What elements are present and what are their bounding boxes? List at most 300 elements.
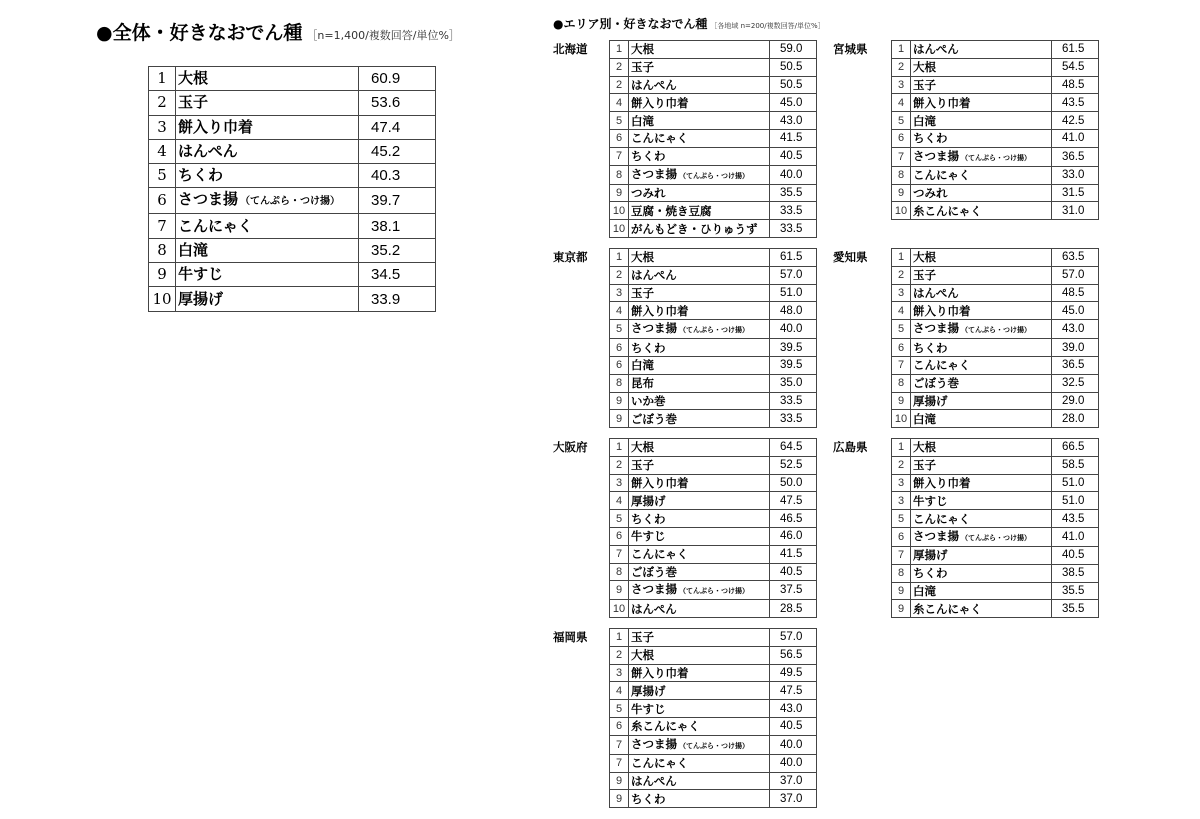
value-cell: 33.5 xyxy=(770,220,817,238)
item-name: 餅入り巾着 xyxy=(631,303,689,318)
table-row xyxy=(892,439,1099,457)
item-name: こんにゃく xyxy=(178,216,253,235)
item-name: ごぼう巻 xyxy=(913,376,959,391)
table-row xyxy=(610,184,817,202)
item-name: はんぺん xyxy=(913,285,959,300)
value-cell: 33.5 xyxy=(770,392,817,410)
item-name: 玉子 xyxy=(631,630,654,645)
item-name: いか巻 xyxy=(631,393,666,408)
table-row xyxy=(610,392,817,410)
rank-cell: 3 xyxy=(610,284,629,302)
item-name: こんにゃく xyxy=(913,168,971,183)
item-name-cell xyxy=(629,646,770,664)
rank-cell: 6 xyxy=(149,188,176,214)
table-row xyxy=(892,184,1099,202)
item-name-cell xyxy=(629,510,770,528)
item-name-cell xyxy=(911,356,1052,374)
rank-cell: 9 xyxy=(892,582,911,600)
value-cell: 39.0 xyxy=(1052,339,1099,357)
table-row xyxy=(892,94,1099,112)
value-cell: 40.5 xyxy=(770,717,817,735)
value-cell: 40.5 xyxy=(1052,546,1099,564)
table-row xyxy=(149,263,436,287)
value-cell: 57.0 xyxy=(770,629,817,647)
rank-cell: 5 xyxy=(610,320,629,339)
item-name: はんぺん xyxy=(178,142,238,161)
table-row xyxy=(610,790,817,808)
rank-cell: 6 xyxy=(610,527,629,545)
value-cell: 38.1 xyxy=(359,214,436,238)
item-note: （てんぷら・つけ揚） xyxy=(961,153,1031,162)
rank-cell: 4 xyxy=(149,139,176,163)
table-row xyxy=(892,339,1099,357)
item-name: はんぺん xyxy=(913,42,959,57)
table-row xyxy=(892,41,1099,59)
rank-cell: 2 xyxy=(610,456,629,474)
table-row xyxy=(892,510,1099,528)
table-row xyxy=(610,474,817,492)
item-name: はんぺん xyxy=(631,601,677,616)
rank-cell: 3 xyxy=(610,474,629,492)
table-row xyxy=(892,600,1099,618)
rank-cell: 2 xyxy=(610,266,629,284)
value-cell: 58.5 xyxy=(1052,456,1099,474)
table-row xyxy=(610,545,817,563)
rank-cell: 3 xyxy=(892,284,911,302)
rank-cell: 6 xyxy=(610,129,629,147)
table-row xyxy=(610,94,817,112)
item-name-cell xyxy=(629,94,770,112)
rank-cell: 10 xyxy=(892,202,911,220)
area-title xyxy=(553,15,825,32)
value-cell: 40.5 xyxy=(770,563,817,581)
item-name-cell xyxy=(911,392,1052,410)
rank-cell: 6 xyxy=(892,527,911,546)
value-cell: 38.5 xyxy=(1052,564,1099,582)
area-label: 福岡県 xyxy=(553,630,588,644)
table-row xyxy=(892,392,1099,410)
overall-title xyxy=(96,18,460,45)
item-name: 玉子 xyxy=(631,60,654,75)
item-name: 大根 xyxy=(631,648,654,663)
table-row xyxy=(610,76,817,94)
table-row xyxy=(149,287,436,311)
area-label: 宮城県 xyxy=(833,42,868,56)
rank-cell: 9 xyxy=(892,600,911,618)
item-name: ちくわ xyxy=(631,791,666,806)
area-ranking-table xyxy=(609,248,817,428)
item-name-cell xyxy=(911,94,1052,112)
value-cell: 53.6 xyxy=(359,91,436,115)
item-note: （てんぷら・つけ揚） xyxy=(240,196,341,208)
item-name-cell xyxy=(629,76,770,94)
table-row xyxy=(610,320,817,339)
item-name-cell xyxy=(911,166,1052,184)
rank-cell: 6 xyxy=(610,356,629,374)
table-row xyxy=(610,664,817,682)
rank-cell: 2 xyxy=(892,266,911,284)
table-row xyxy=(610,284,817,302)
item-name: こんにゃく xyxy=(631,131,689,146)
item-name-cell xyxy=(629,664,770,682)
table-row xyxy=(892,492,1099,510)
table-row xyxy=(892,564,1099,582)
item-name-cell xyxy=(629,284,770,302)
item-name: 白滝 xyxy=(178,240,209,259)
item-name: ごぼう巻 xyxy=(631,411,677,426)
rank-cell: 1 xyxy=(610,439,629,457)
table-row xyxy=(610,646,817,664)
item-name-cell xyxy=(176,238,359,262)
value-cell: 40.3 xyxy=(359,164,436,188)
table-row xyxy=(610,266,817,284)
item-name: 厚揚げ xyxy=(178,289,224,308)
value-cell: 63.5 xyxy=(1052,249,1099,267)
table-row xyxy=(149,139,436,163)
overall-subtitle: ［n=1,400/複数回答/単位%］ xyxy=(306,29,460,42)
value-cell: 46.5 xyxy=(770,510,817,528)
item-name-cell xyxy=(911,266,1052,284)
value-cell: 60.9 xyxy=(359,67,436,91)
table-row xyxy=(892,58,1099,76)
item-note: （てんぷら・つけ揚） xyxy=(961,326,1031,335)
rank-cell: 7 xyxy=(610,545,629,563)
rank-cell: 8 xyxy=(610,374,629,392)
rank-cell: 6 xyxy=(892,129,911,147)
rank-cell: 6 xyxy=(892,339,911,357)
item-name: 餅入り巾着 xyxy=(631,475,689,490)
rank-cell: 7 xyxy=(610,754,629,772)
item-name: 白滝 xyxy=(631,113,654,128)
item-name: ちくわ xyxy=(631,511,666,526)
rank-cell: 8 xyxy=(892,166,911,184)
value-cell: 50.5 xyxy=(770,58,817,76)
item-name-cell xyxy=(629,754,770,772)
item-name: 厚揚げ xyxy=(913,393,948,408)
item-name-cell xyxy=(629,700,770,718)
item-name-cell xyxy=(629,356,770,374)
table-row xyxy=(610,492,817,510)
value-cell: 48.5 xyxy=(1052,76,1099,94)
item-name-cell xyxy=(911,527,1052,546)
area-ranking-table xyxy=(891,248,1099,428)
item-name: さつま揚 xyxy=(913,321,959,336)
value-cell: 39.7 xyxy=(359,188,436,214)
area-label: 東京都 xyxy=(553,250,588,264)
rank-cell: 7 xyxy=(149,214,176,238)
item-name: さつま揚 xyxy=(631,736,677,751)
item-note: （てんぷら・つけ揚） xyxy=(961,533,1031,542)
value-cell: 36.5 xyxy=(1052,356,1099,374)
item-name-cell xyxy=(911,76,1052,94)
rank-cell: 9 xyxy=(610,581,629,600)
rank-cell: 7 xyxy=(892,546,911,564)
item-name-cell xyxy=(629,527,770,545)
table-row xyxy=(892,284,1099,302)
value-cell: 33.9 xyxy=(359,287,436,311)
value-cell: 56.5 xyxy=(770,646,817,664)
item-name: こんにゃく xyxy=(913,358,971,373)
value-cell: 66.5 xyxy=(1052,439,1099,457)
rank-cell: 5 xyxy=(892,320,911,339)
rank-cell: 4 xyxy=(892,94,911,112)
item-name: ちくわ xyxy=(631,149,666,164)
overall-ranking-table xyxy=(148,66,436,312)
value-cell: 40.5 xyxy=(770,147,817,165)
value-cell: 39.5 xyxy=(770,356,817,374)
item-name-cell xyxy=(629,339,770,357)
value-cell: 59.0 xyxy=(770,41,817,59)
item-name-cell xyxy=(629,629,770,647)
item-name-cell xyxy=(629,320,770,339)
item-name: 大根 xyxy=(913,440,936,455)
table-row xyxy=(892,302,1099,320)
table-row xyxy=(892,474,1099,492)
table-row xyxy=(610,735,817,754)
item-name-cell xyxy=(176,164,359,188)
item-name: 厚揚げ xyxy=(631,493,666,508)
item-name-cell xyxy=(176,139,359,163)
table-row xyxy=(610,41,817,59)
item-name-cell xyxy=(911,184,1052,202)
item-name: 白滝 xyxy=(913,411,936,426)
item-name-cell xyxy=(629,249,770,267)
area-label: 広島県 xyxy=(833,440,868,454)
rank-cell: 8 xyxy=(149,238,176,262)
rank-cell: 2 xyxy=(149,91,176,115)
rank-cell: 5 xyxy=(610,700,629,718)
item-name: 牛すじ xyxy=(631,529,666,544)
value-cell: 28.5 xyxy=(770,600,817,618)
item-name: ちくわ xyxy=(913,131,948,146)
rank-cell: 5 xyxy=(610,510,629,528)
table-row xyxy=(610,772,817,790)
value-cell: 51.0 xyxy=(770,284,817,302)
value-cell: 35.5 xyxy=(1052,600,1099,618)
rank-cell: 8 xyxy=(610,165,629,184)
item-name: ごぼう巻 xyxy=(631,564,677,579)
item-name: 玉子 xyxy=(913,268,936,283)
item-name: 牛すじ xyxy=(178,265,224,284)
table-row xyxy=(610,717,817,735)
item-name-cell xyxy=(911,546,1052,564)
rank-cell: 2 xyxy=(610,76,629,94)
table-row xyxy=(149,188,436,214)
table-row xyxy=(610,112,817,130)
rank-cell: 10 xyxy=(610,600,629,618)
item-name-cell xyxy=(176,67,359,91)
value-cell: 45.2 xyxy=(359,139,436,163)
rank-cell: 2 xyxy=(892,58,911,76)
table-row xyxy=(149,91,436,115)
rank-cell: 8 xyxy=(892,564,911,582)
table-row xyxy=(610,249,817,267)
table-row xyxy=(892,527,1099,546)
value-cell: 42.5 xyxy=(1052,112,1099,130)
value-cell: 39.5 xyxy=(770,339,817,357)
item-name-cell xyxy=(911,320,1052,339)
rank-cell: 1 xyxy=(610,41,629,59)
rank-cell: 9 xyxy=(892,184,911,202)
item-name: さつま揚 xyxy=(631,582,677,597)
item-name-cell xyxy=(629,492,770,510)
item-name: 大根 xyxy=(631,250,654,265)
rank-cell: 3 xyxy=(610,664,629,682)
item-name-cell xyxy=(911,284,1052,302)
table-row xyxy=(892,456,1099,474)
item-name: はんぺん xyxy=(631,268,677,283)
rank-cell: 7 xyxy=(892,147,911,166)
item-name-cell xyxy=(629,790,770,808)
value-cell: 35.5 xyxy=(1052,582,1099,600)
item-name-cell xyxy=(629,220,770,238)
item-name-cell xyxy=(911,41,1052,59)
value-cell: 33.0 xyxy=(1052,166,1099,184)
value-cell: 35.0 xyxy=(770,374,817,392)
table-row xyxy=(610,220,817,238)
item-name-cell xyxy=(629,266,770,284)
item-name: 餅入り巾着 xyxy=(913,95,971,110)
rank-cell: 1 xyxy=(892,249,911,267)
value-cell: 61.5 xyxy=(770,249,817,267)
table-row xyxy=(892,546,1099,564)
rank-cell: 4 xyxy=(610,94,629,112)
item-name: ちくわ xyxy=(631,340,666,355)
item-name-cell xyxy=(629,474,770,492)
value-cell: 47.5 xyxy=(770,682,817,700)
value-cell: 52.5 xyxy=(770,456,817,474)
item-name-cell xyxy=(911,249,1052,267)
item-name: 豆腐・焼き豆腐 xyxy=(631,203,712,218)
item-name: さつま揚 xyxy=(913,148,959,163)
table-row xyxy=(610,754,817,772)
rank-cell: 6 xyxy=(610,339,629,357)
value-cell: 33.5 xyxy=(770,202,817,220)
item-name: 玉子 xyxy=(913,77,936,92)
item-name: 白滝 xyxy=(913,113,936,128)
item-name-cell xyxy=(176,188,359,214)
table-row xyxy=(610,700,817,718)
value-cell: 43.0 xyxy=(770,112,817,130)
value-cell: 33.5 xyxy=(770,410,817,428)
value-cell: 43.5 xyxy=(1052,510,1099,528)
item-name: 大根 xyxy=(913,60,936,75)
value-cell: 47.5 xyxy=(770,492,817,510)
table-row xyxy=(892,129,1099,147)
value-cell: 41.5 xyxy=(770,545,817,563)
table-row xyxy=(610,356,817,374)
item-name-cell xyxy=(911,147,1052,166)
item-name: つみれ xyxy=(631,185,666,200)
item-name: 糸こんにゃく xyxy=(913,601,982,616)
table-row xyxy=(892,410,1099,428)
item-name: さつま揚 xyxy=(631,166,677,181)
item-name-cell xyxy=(911,58,1052,76)
area-ranking-table xyxy=(609,40,817,238)
table-row xyxy=(610,202,817,220)
item-name-cell xyxy=(911,474,1052,492)
table-row xyxy=(610,629,817,647)
value-cell: 45.0 xyxy=(770,94,817,112)
value-cell: 49.5 xyxy=(770,664,817,682)
item-name-cell xyxy=(911,510,1052,528)
item-name-cell xyxy=(911,112,1052,130)
item-name-cell xyxy=(911,202,1052,220)
table-row xyxy=(892,76,1099,94)
table-row xyxy=(610,563,817,581)
value-cell: 46.0 xyxy=(770,527,817,545)
value-cell: 54.5 xyxy=(1052,58,1099,76)
rank-cell: 5 xyxy=(610,112,629,130)
table-row xyxy=(149,238,436,262)
area-ranking-table xyxy=(609,628,817,808)
table-row xyxy=(610,302,817,320)
value-cell: 51.0 xyxy=(1052,474,1099,492)
rank-cell: 4 xyxy=(610,492,629,510)
table-row xyxy=(610,339,817,357)
item-name-cell xyxy=(911,564,1052,582)
table-row xyxy=(610,439,817,457)
rank-cell: 4 xyxy=(610,682,629,700)
rank-cell: 4 xyxy=(892,302,911,320)
rank-cell: 1 xyxy=(610,249,629,267)
item-name-cell xyxy=(629,41,770,59)
rank-cell: 1 xyxy=(149,67,176,91)
table-row xyxy=(610,58,817,76)
item-name-cell xyxy=(629,600,770,618)
item-name-cell xyxy=(629,184,770,202)
item-name-cell xyxy=(629,302,770,320)
table-row xyxy=(892,582,1099,600)
rank-cell: 9 xyxy=(149,263,176,287)
item-name: 昆布 xyxy=(631,376,654,391)
rank-cell: 1 xyxy=(892,439,911,457)
value-cell: 48.5 xyxy=(1052,284,1099,302)
item-name-cell xyxy=(629,581,770,600)
table-row xyxy=(892,356,1099,374)
area-ranking-table xyxy=(891,438,1099,618)
item-name-cell xyxy=(176,263,359,287)
table-row xyxy=(892,249,1099,267)
item-name-cell xyxy=(629,772,770,790)
value-cell: 50.0 xyxy=(770,474,817,492)
item-name: 玉子 xyxy=(913,458,936,473)
item-name: 大根 xyxy=(913,250,936,265)
item-name-cell xyxy=(629,717,770,735)
item-name: さつま揚 xyxy=(178,190,239,209)
item-name: 糸こんにゃく xyxy=(631,719,700,734)
rank-cell: 8 xyxy=(892,374,911,392)
item-name-cell xyxy=(176,214,359,238)
rank-cell: 5 xyxy=(892,112,911,130)
value-cell: 36.5 xyxy=(1052,147,1099,166)
table-row xyxy=(892,147,1099,166)
value-cell: 43.0 xyxy=(770,700,817,718)
value-cell: 35.5 xyxy=(770,184,817,202)
area-label: 愛知県 xyxy=(833,250,868,264)
item-name-cell xyxy=(629,545,770,563)
item-name-cell xyxy=(629,112,770,130)
rank-cell: 2 xyxy=(610,646,629,664)
table-row xyxy=(610,129,817,147)
item-name-cell xyxy=(911,492,1052,510)
value-cell: 40.0 xyxy=(770,320,817,339)
item-name-cell xyxy=(911,582,1052,600)
value-cell: 41.0 xyxy=(1052,129,1099,147)
value-cell: 43.0 xyxy=(1052,320,1099,339)
rank-cell: 10 xyxy=(892,410,911,428)
value-cell: 40.0 xyxy=(770,754,817,772)
